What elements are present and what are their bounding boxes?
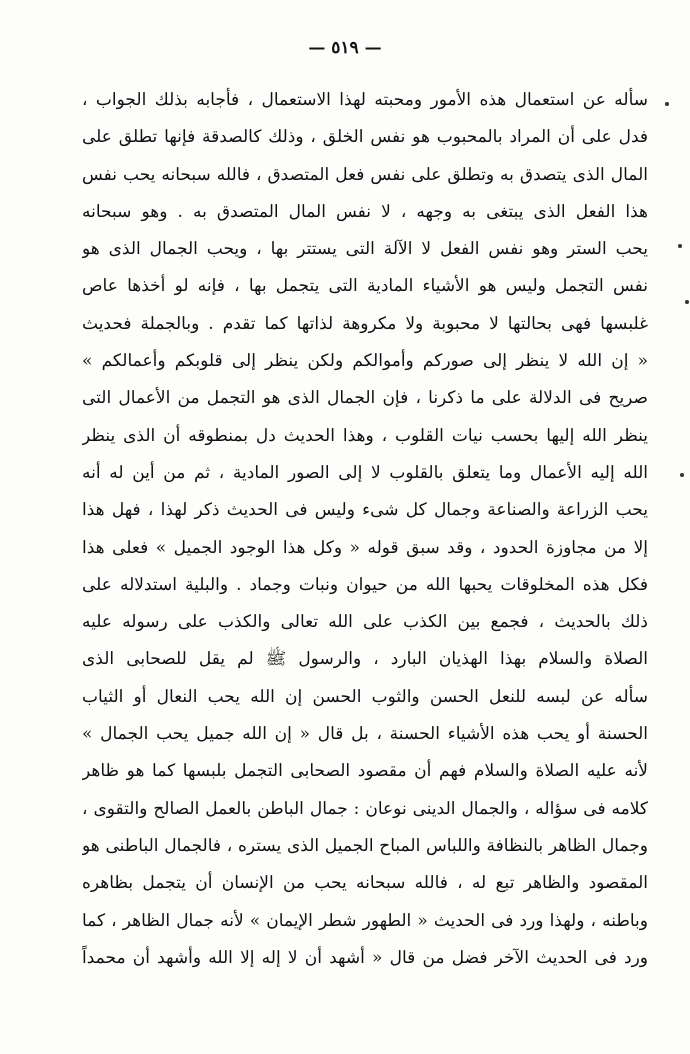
- text-line: هذا الفعل الذى يبتغى به وجهه ، لا نفس المال المتصدق به . وهو سبحانه: [82, 201, 648, 222]
- text-line: سأله عن استعمال هذه الأمور ومحبته لهذا الاستعمال ، فأجابه بذلك الجواب ،: [82, 90, 648, 110]
- text-line: كلامه فى سؤاله ، والجمال الدينى نوعان : جمال الباطن بالعمل الصالح والتقوى ،: [82, 798, 648, 819]
- text-line: غلبسها فهى بحالتها لا محبوبة ولا مكروهة لذاتها كما تقدم . وبالجملة فحديث: [82, 313, 648, 334]
- text-line: الصلاة والسلام بهذا الهذيان البارد ، والرسول ﷺ لم يقل للصحابى الذى: [82, 649, 648, 670]
- text-line: سأله عن لبسه للنعل الحسن والثوب الحسن إن الله يحب النعال أو الثياب: [82, 686, 648, 707]
- text-line: فكل هذه المخلوقات يحبها الله من حيوان ونبات وجماد . والبلية استدلاله على: [82, 574, 648, 595]
- text-line: يحب الزراعة والصناعة وجمال كل شىء وليس فى الحديث ذكر لهذا ، فهل هذا: [82, 500, 648, 521]
- text-line: المال الذى يتصدق به وتطلق على نفس فعل المتصدق ، فالله سبحانه يحب نفس: [82, 164, 648, 185]
- text-line: وباطنه ، ولهذا ورد فى الحديث « الطهور شطر الإيمان » لأنه جمال الظاهر ، كما: [82, 910, 648, 931]
- text-line: الله إليه الأعمال وما يتعلق بالقلوب لا إلى الصور المادية ، ثم من أين له أنه: [82, 462, 648, 483]
- scan-speck: [680, 473, 684, 477]
- text-line: الحسنة أو يحب هذه الأشياء الحسنة ، بل قال « إن الله جميل يحب الجمال »: [82, 724, 648, 745]
- scan-speck: [685, 300, 689, 304]
- scan-speck: [678, 244, 682, 248]
- text-line: « إن الله لا ينظر إلى صوركم وأموالكم ولكن ينظر إلى قلوبكم وأعمالكم »: [82, 351, 648, 372]
- text-line: إلا من مجاوزة الحدود ، وقد سبق قوله « وكل هذا الوجود الجميل » فعلى هذا: [82, 537, 648, 558]
- page-number: — ٥١٩ —: [308, 38, 382, 58]
- scan-speck: [665, 102, 669, 106]
- text-line: فدل على أن المراد بالمحبوب هو نفس الخلق ، وذلك كالصدقة فإنها تطلق على: [82, 127, 648, 148]
- text-line: لأنه عليه الصلاة والسلام فهم أن مقصود الصحابى التجمل بلبسها كما هو ظاهر: [82, 761, 648, 782]
- text-line: وجمال الظاهر بالنظافة واللباس المباح الجميل الذى يستره ، فالجمال الباطنى هو: [82, 835, 648, 856]
- text-line: صريح فى الدلالة على ما ذكرنا ، فإن الجمال الذى هو التجمل من الأعمال التى: [82, 388, 648, 409]
- text-line: ينظر الله إليها بحسب نيات القلوب ، وهذا الحديث دل بمنطوقه أن الذى ينظر: [82, 425, 648, 446]
- text-line: يحب الستر وهو نفس الفعل لا الآلة التى يستتر بها ، ويحب الجمال الذى هو: [82, 239, 648, 260]
- text-line: المقصود والظاهر تبع له ، فالله سبحانه يحب من الإنسان أن يتجمل بظاهره: [82, 873, 648, 894]
- text-line: نفس التجمل وليس هو الأشياء المادية التى يتجمل بها ، فإنه لو أخذها عاص: [82, 276, 648, 297]
- body-text: [82, 82, 648, 977]
- text-line: ذلك بالحديث ، فجمع بين الكذب على الله تعالى والكذب على رسوله عليه: [82, 612, 648, 633]
- text-line: ورد فى الحديث الآخر فضل من قال « أشهد أن لا إله إلا الله وأشهد أن محمداً: [82, 947, 648, 968]
